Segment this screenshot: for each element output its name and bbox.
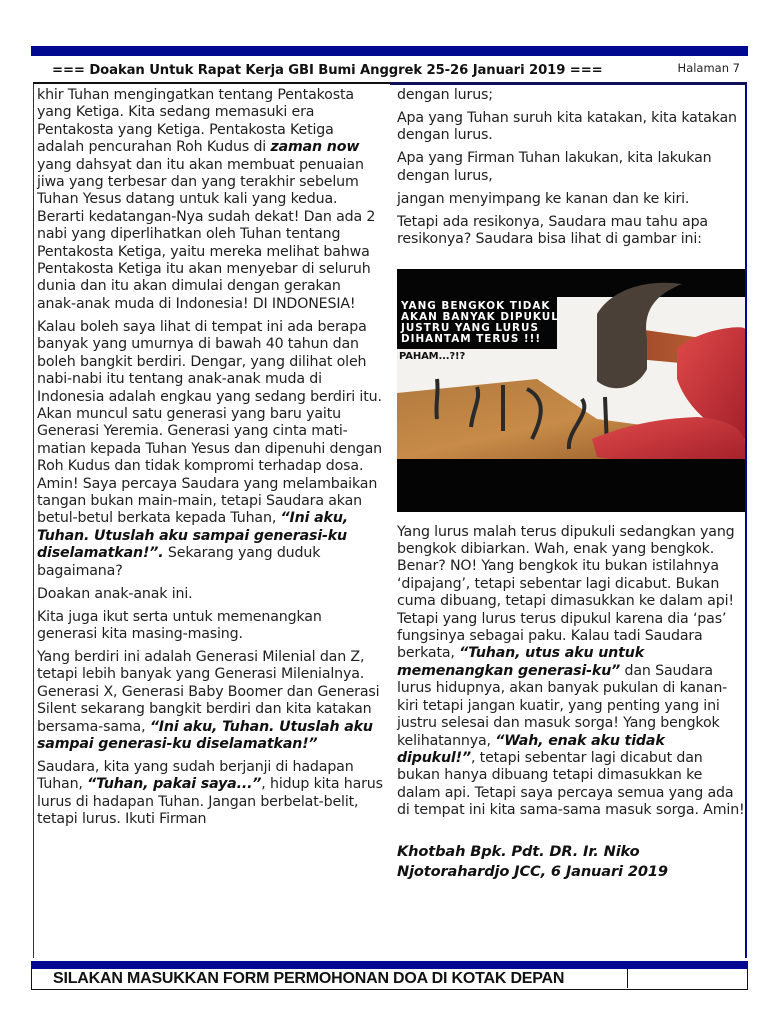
hammer-nails-photo: [397, 269, 745, 512]
header-title: === Doakan Untuk Rapat Kerja GBI Bumi Anggrek 25-26 Januari 2019 ===: [52, 63, 603, 78]
quote: “Tuhan, pakai saya...”: [87, 776, 262, 793]
top-accent-bar: [31, 46, 748, 56]
photo-illustration: [397, 269, 745, 512]
footer-text: SILAKAN MASUKKAN FORM PERMOHONAN DOA DI KOTAK DEPAN: [53, 970, 565, 987]
quote: “Ini aku, Tuhan. Utuslah aku sampai generasi-ku diselamatkan!”: [37, 718, 373, 752]
left-column: [37, 87, 383, 834]
paragraph: dengan lurus;: [397, 87, 493, 103]
caption-line: YANG BENGKOK TIDAK: [401, 299, 551, 312]
paragraph: jangan menyimpang ke kanan dan ke kiri.: [397, 190, 690, 207]
page-header: [31, 60, 748, 82]
page-number: Halaman 7: [677, 61, 740, 75]
right-column: [397, 87, 747, 887]
footer-divider: [627, 969, 628, 988]
paragraph: khir Tuhan mengingatkan tentang Pentakosta yang Ketiga. Kita sedang memasuki era Pentakosta yang Ketiga. Pentakosta Ketiga adalah pencurahan Roh Kudus di zaman now yang dahsyat dan itu akan membuat penuaian jiwa yang terbesar dan yang terakhir sebelum Tuhan Yesus datang untuk kali yang kedua. Berarti kedatangan-Nya sudah dekat! Dan ada 2 nabi yang diperlihatkan oleh Tuhan tentang Pentakosta Ketiga, yaitu mereka melihat bahwa Pentakosta Ketiga itu akan menyebar di seluruh dunia dan itu akan dimulai dengan gerakan anak-anak muda di Indonesia! DI INDONESIA!: [37, 87, 376, 312]
paragraph: Apa yang Tuhan suruh kita katakan, kita katakan dengan lurus.: [397, 110, 737, 144]
emphasis: zaman now: [270, 139, 360, 156]
paragraph: Tetapi ada resikonya, Saudara mau tahu apa resikonya? Saudara bisa lihat di gambar ini:: [397, 213, 708, 248]
sermon-signature: Khotbah Bpk. Pdt. DR. Ir. Niko Njotorahardjo JCC, 6 Januari 2019: [397, 842, 668, 880]
paragraph: Apa yang Firman Tuhan lakukan, kita lakukan dengan lurus,: [397, 150, 712, 184]
image-sub-caption: PAHAM...?!?: [399, 350, 466, 362]
caption-line: JUSTRU YANG LURUS: [401, 321, 539, 334]
bottom-accent-bar: [31, 961, 748, 969]
paragraph: Kita juga ikut serta untuk memenangkan generasi kita masing-masing.: [37, 608, 322, 642]
footer-notice: [31, 969, 748, 990]
caption-line: DIHANTAM TERUS !!!: [401, 332, 542, 345]
frame-top-rule: [390, 82, 747, 85]
bent-nail: [436, 379, 437, 419]
photo-bottom-band: [397, 459, 745, 512]
paragraph: Doakan anak-anak ini.: [37, 585, 193, 602]
quote: “Wah, enak aku tidak dipukul!”: [397, 732, 665, 766]
paragraph: Yang berdiri ini adalah Generasi Milenial dan Z, tetapi lebih banyak yang Generasi Milenialnya. Generasi X, Generasi Baby Boomer dan Generasi Silent sekarang bangkit berdiri dan kita katakan bersama-sama, “Ini aku, Tuhan. Utuslah aku sampai generasi-ku diselamatkan!”: [37, 648, 380, 752]
caption-line: AKAN BANYAK DIPUKUL: [401, 310, 559, 323]
quote: “Ini aku, Tuhan. Utuslah aku sampai generasi-ku diselamatkan!”.: [37, 510, 349, 562]
quote: “Tuhan, utus aku untuk memenangkan generasi-ku”: [397, 645, 644, 679]
paragraph: Saudara, kita yang sudah berjanji di hadapan Tuhan, “Tuhan, pakai saya...”, hidup kita harus lurus di hadapan Tuhan. Jangan berbelat-belit, tetapi lurus. Ikuti Firman: [37, 759, 383, 828]
paragraph: Yang lurus malah terus dipukuli sedangkan yang bengkok dibiarkan. Wah, enak yang bengkok. Benar? NO! Yang bengkok itu bukan istilahnya ‘dipajang’, tetapi sebentar lagi dicabut. Bukan cuma dibuang, tetapi dimasukkan ke dalam api! Tetapi yang lurus terus dipukul karena dia ‘pas’ fungsinya sebagai paku. Kalau tadi Saudara berkata, “Tuhan, utus aku untuk memenangkan generasi-ku” dan Saudara lurus hidupnya, akan banyak pukulan di kanan-kiri tetapi jangan kuatir, yang penting yang ini justru selesai dan masuk sorga! Yang bengkok kelihatannya, “Wah, enak aku tidak dipukul!”, tetapi sebentar lagi dicabut dan bukan hanya dibuang tetapi dimasukkan ke dalam api. Tetapi saya percaya semua yang ada di tempat ini kita sama-sama masuk sorga. Amin!: [397, 523, 745, 819]
paragraph: Kalau boleh saya lihat di tempat ini ada berapa banyak yang umurnya di bawah 40 tahun dan boleh bangkit berdiri. Dengar, yang dilihat oleh nabi-nabi itu tentang anak-anak muda di Indonesia adalah engkau yang sedang berdiri itu. Akan muncul satu generasi yang baru yaitu Generasi Yeremia. Generasi yang cinta mati-matian kepada Tuhan Yesus dan dipenuhi dengan Roh Kudus dan tidak kompromi terhadap dosa. Amin! Saya percaya Saudara yang melambaikan tangan bukan main-main, tetapi Saudara akan betul-betul berkata kepada Tuhan, “Ini aku, Tuhan. Utuslah aku sampai generasi-ku diselamatkan!”. Sekarang yang duduk bagaimana?: [37, 318, 383, 579]
